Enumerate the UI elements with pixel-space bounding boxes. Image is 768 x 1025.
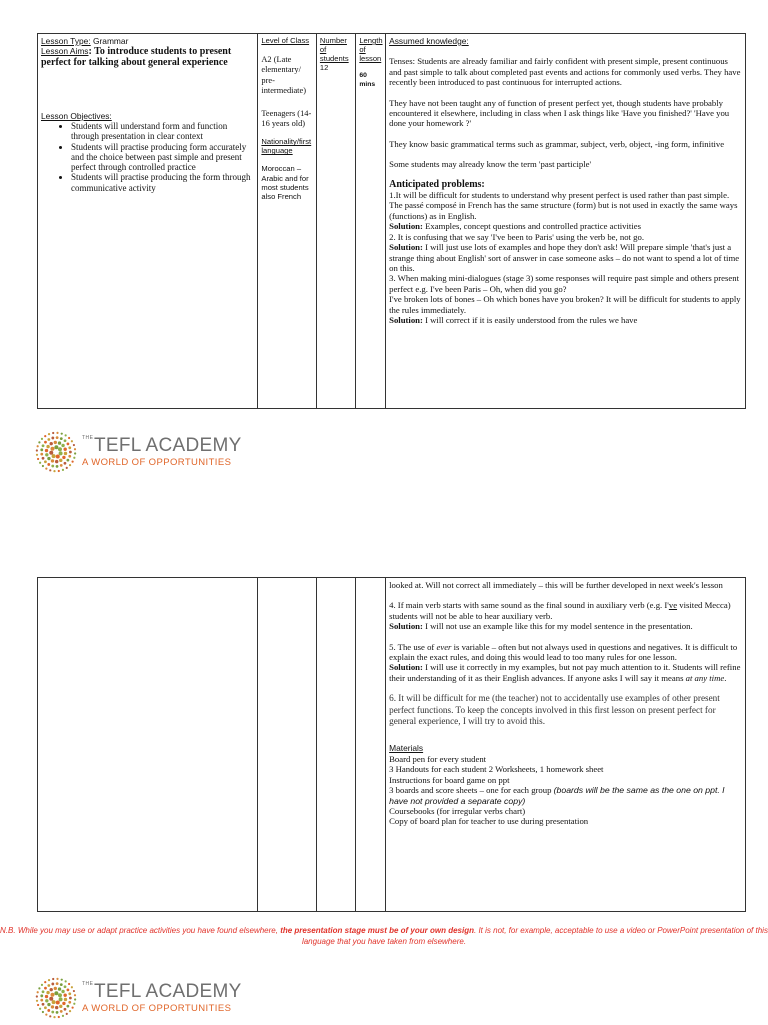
- students-cell: [316, 34, 355, 409]
- problem-4: 4. If main verb starts with same sound as the final sound in auxiliary verb (e.g. I've visited Mecca) students will not be able to hear auxiliary verb.: [389, 600, 731, 621]
- solution-3: Solution: I will correct if it is easily understood from the rules we have: [389, 314, 638, 325]
- lesson-length-label: Length of lesson: [359, 36, 383, 63]
- lesson-aims-text: To introduce students to present perfect for talking about general experience: [41, 46, 232, 68]
- lesson-info-cell: [38, 34, 258, 409]
- material-item: Coursebooks (for irregular verbs chart): [389, 805, 526, 816]
- footnote: [0, 926, 768, 947]
- level-label: Level of Class: [261, 36, 310, 45]
- lesson-plan-table-continued: [37, 577, 746, 912]
- problems-continued-cell: [386, 578, 746, 912]
- lesson-type-label: Lesson Type:: [41, 36, 91, 46]
- objective-item: • Students will practise producing form accurately and the choice between past simple and present perfect through controlled practice: [71, 142, 254, 173]
- tefl-academy-logo: [34, 430, 242, 474]
- lesson-length-value: 60 mins: [359, 72, 376, 88]
- footnote-emphasis: the presentation stage must be of your own design: [280, 926, 474, 935]
- logo-globe-icon: [34, 430, 78, 474]
- length-cell: [356, 34, 386, 409]
- solution-1: Solution: Examples, concept questions and controlled practice activities: [389, 221, 641, 232]
- logo-the-text: THE: [82, 435, 94, 441]
- knowledge-paragraph: Tenses: Students are already familiar and fairly confident with present simple, present continuous and past simple to talk about completed past events and actions for commonly used verbs. They have recently been introduced to past continuous for interrupted actions.: [389, 56, 741, 88]
- footnote-text: . It is not, for example, acceptable to use a video or PowerPoint presentation of this language that you have taken from elsewhere.: [301, 926, 768, 946]
- footnote-text: N.B. While you may use or adapt practice activities you have found elsewhere,: [0, 926, 281, 935]
- empty-cell: [356, 578, 386, 912]
- logo-tagline: A WORLD OF OPPORTUNITIES: [82, 457, 232, 468]
- objectives-list: [41, 121, 254, 193]
- level-value: A2 (Late elementary/ pre-intermediate): [261, 55, 307, 96]
- logo-globe-icon: [34, 976, 78, 1020]
- logo-tagline: A WORLD OF OPPORTUNITIES: [82, 1003, 232, 1014]
- assumed-knowledge-cell: [386, 34, 746, 409]
- solution-4: Solution: I will not use an example like this for my model sentence in the presentation.: [389, 621, 693, 632]
- problem-6: 6. It will be difficult for me (the teacher) not to accidentally use examples of other present perfect functions. To keep the concepts involved in this first lesson on present perfect for general experience, I will try to avoid this.: [389, 693, 720, 727]
- level-cell: [258, 34, 317, 409]
- objective-item: • Students will understand form and function through presentation in clear context: [71, 121, 254, 142]
- material-item: Instructions for board game on ppt: [389, 774, 510, 785]
- material-item: Board pen for every student: [389, 753, 487, 764]
- logo-the-text: THE: [82, 981, 94, 987]
- lesson-objectives-label: Lesson Objectives:: [41, 111, 112, 121]
- knowledge-paragraph: Some students may already know the term 'past participle': [389, 159, 592, 170]
- number-of-students-label: Number of students: [319, 36, 349, 63]
- knowledge-paragraph: They know basic grammatical terms such as grammar, subject, verb, object, -ing form, infinitive: [389, 138, 725, 149]
- logo-main-text: TEFL ACADEMY: [94, 981, 242, 1002]
- tefl-academy-logo: [34, 976, 242, 1020]
- assumed-knowledge-label: Assumed knowledge:: [389, 36, 469, 46]
- nationality-value: Moroccan – Arabic and for most students also French: [261, 164, 309, 202]
- lesson-type-value: Grammar: [90, 36, 129, 46]
- materials-label: Materials: [389, 743, 424, 754]
- lesson-plan-table-top: [37, 33, 746, 409]
- material-item: Copy of board plan for teacher to use during presentation: [389, 816, 589, 827]
- problem-2: 2. It is confusing that we say 'I've been to Paris' using the verb be, not go.: [389, 231, 645, 242]
- problem-3-example: I've broken lots of bones – Oh which bones have you broken? It will be difficult for students to apply the rules immediately.: [389, 294, 741, 315]
- solution-3-continued: looked at. Will not correct all immediately – this will be further developed in next week's lesson: [389, 580, 723, 590]
- anticipated-problems-heading: Anticipated problems:: [389, 178, 485, 190]
- solution-5: Solution: I will use it correctly in my examples, but not pay much attention to it. Students will refine their understanding of it as their English advances. If anyone asks I will say it means at any time.: [389, 662, 741, 683]
- empty-cell: [316, 578, 355, 912]
- material-item: 3 Handouts for each student 2 Worksheets, 1 homework sheet: [389, 764, 604, 775]
- problem-3: 3. When making mini-dialogues (stage 3) some responses will require past simple and others present perfect e.g. I've been Paris – Oh, when did you go?: [389, 273, 740, 294]
- age-value: Teenagers (14-16 years old): [261, 108, 312, 129]
- knowledge-paragraph: They have not been taught any of function of present perfect yet, though students have probably encountered it elsewhere, including in class when I ask things like 'Have you finished?' 'Have you done your homework ?': [389, 97, 730, 129]
- problem-5: 5. The use of ever is variable – often but not always used in questions and negatives. It is difficult to explain the exact rules, and doing this would lead to too many rules for one lesson.: [389, 641, 738, 663]
- solution-2: Solution: I will just use lots of examples and hope they don't ask! Will prepare simple 'that's just a strange thing about English' sort of answer in case someone asks – do not want to spend a lot of time on this.: [389, 242, 740, 273]
- material-item: 3 boards and score sheets – one for each group (boards will be the same as the one on ppt. I have not provided a separate copy): [389, 785, 725, 806]
- objective-item: • Students will practise producing the form through communicative activity: [71, 172, 254, 193]
- nationality-label: Nationality/first language: [261, 137, 312, 156]
- lesson-aims-label: Lesson Aims: [41, 46, 89, 56]
- empty-cell: [258, 578, 317, 912]
- lesson-aims-colon: :: [88, 46, 95, 57]
- problem-1: 1.It will be difficult for students to understand why present perfect is used rather than past simple. The passé composé in French has the same structure (form) but is not used in exactly the same ways (functions) as in English.: [389, 190, 738, 221]
- number-of-students-value: 12: [319, 63, 329, 72]
- logo-main-text: TEFL ACADEMY: [94, 435, 242, 456]
- empty-cell: [38, 578, 258, 912]
